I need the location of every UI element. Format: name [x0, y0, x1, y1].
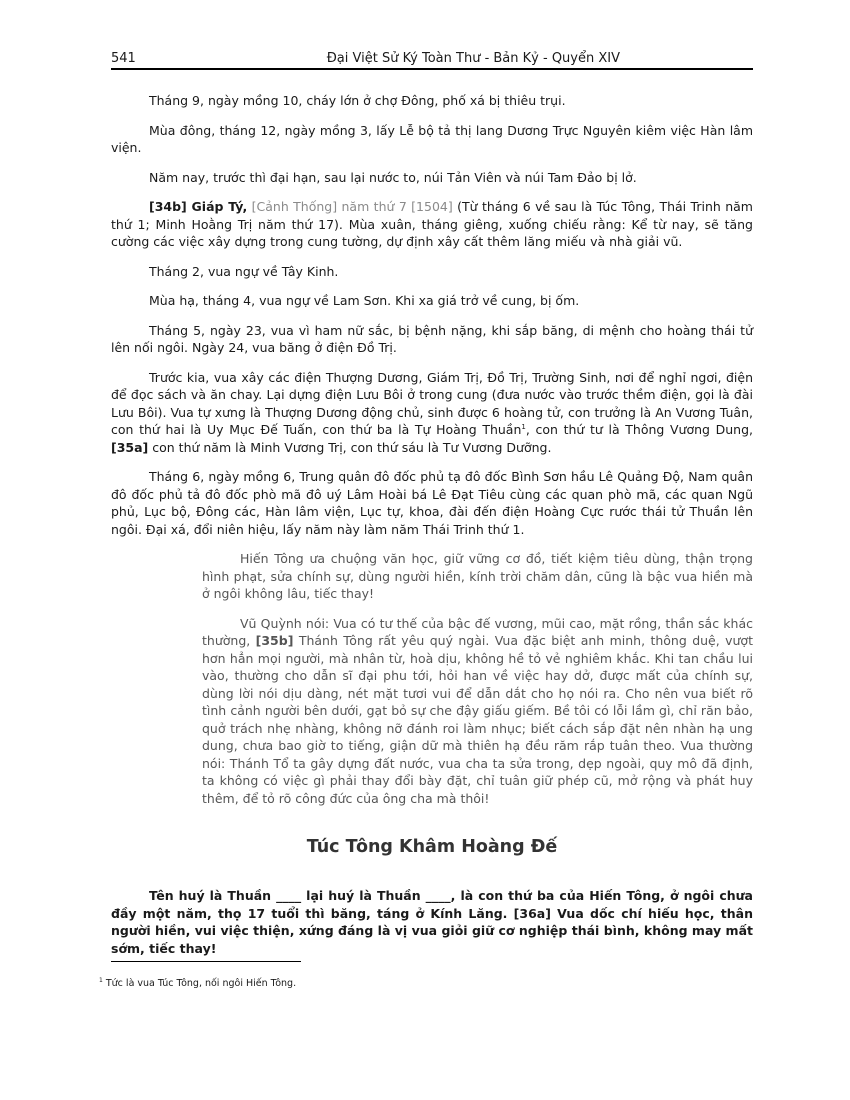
commentary-paragraph: Hiến Tông ưa chuộng văn học, giữ vững cơ đồ, tiết kiệm tiêu dùng, thận trọng hình phạt, sửa chính sự, dùng người hiền, kính trời chăm dân, cũng là bậc vua hiền mà ở ngôi không lâu, tiếc thay!	[202, 551, 753, 601]
header-rule	[111, 68, 753, 70]
footnote-text: Tức là vua Túc Tông, nối ngôi Hiến Tông.	[105, 978, 297, 989]
footnote-number: 1	[99, 976, 103, 984]
folio-marker: [35b]	[255, 633, 294, 648]
folio-marker: [35a]	[111, 439, 149, 455]
paragraph: Mùa hạ, tháng 4, vua ngự về Lam Sơn. Khi xa giá trở về cung, bị ốm.	[149, 293, 580, 308]
footnote-ref[interactable]: 1	[521, 422, 526, 431]
footnote	[99, 978, 296, 989]
commentary-text: Vũ Quỳnh nói: Vua có tư thế của bậc đế vương, mũi cao, mặt rồng, thần sắc khác thường,	[202, 615, 753, 648]
paragraph: Mùa đông, tháng 12, ngày mồng 3, lấy Lễ bộ tả thị lang Dương Trực Nguyên kiêm việc Hàn lâm viện.	[111, 122, 753, 155]
paragraph-giap-ty	[111, 198, 753, 251]
paragraph: Năm nay, trước thì đại hạn, sau lại nước to, núi Tản Viên và núi Tam Đảo bị lở.	[149, 169, 637, 185]
paragraph: Tháng 9, ngày mồng 10, cháy lớn ở chợ Đông, phố xá bị thiêu trụi.	[149, 93, 566, 108]
commentary-text: Thánh Tông rất yêu quý ngài. Vua đặc biệt anh minh, thông duệ, vượt hơn hẳn mọi người, mà nhân từ, hoà dịu, không hề tỏ vẻ nghiêm khắc. Khi tan chầu lui vào, thường cho dẫn sĩ đại phu tới, hỏi han về việc hay dở, được mất của chính sự, dùng lời nói dịu dàng, nét mặt tươi vui để dẫn dắt cho họ nói ra. Cho nên vua biết rõ tình cảnh người bên dưới, gạt bỏ sự che đậy giấu giếm. Bề tôi có lỗi lầm gì, chỉ răn bảo, quở trách nhẹ nhàng, không nỡ đánh roi làm nhục; biết cách sắp đặt nên nhàn hạ ung dung, chưa bao giờ to tiếng, giận dữ mà thiên hạ đều răm rắp tuân theo. Vua thường nói: Thánh Tổ ta gây dựng đất nước, vua cha ta sửa trong, dẹp ngoài, quy mô đã định, ta không có việc gì phải thay đổi bày đặt, chỉ tuân giữ phép cũ, mở rộng và phát huy thêm, để tỏ rõ công đức của ông cha mà thôi!	[202, 633, 753, 806]
bold-paragraph: Tên huý là Thuần ____ lại huý là Thuần ____, là con thứ ba của Hiến Tông, ở ngôi chưa đầy một năm, thọ 17 tuổi thì băng, táng ở Kính Lăng. [36a] Vua dốc chí hiếu học, thân người hiền, vui việc thiện, xứng đáng là vị vua giỏi giữ cơ nghiệp thái bình, không may mất sớm, tiếc thay!	[111, 888, 753, 956]
page-number: 541	[111, 51, 136, 66]
paragraph-text: (Từ tháng 6 về sau là Túc Tông, Thái Trinh năm thứ 1; Minh Hoằng Trị năm thứ 17). Mùa xuân, tháng giêng, xuống chiếu rằng: Kể từ nay, sẽ tăng cường các việc xây dựng trong cung tường, dự định xây cất thêm lăng miếu và nhà giải vũ.	[111, 199, 753, 249]
commentary-paragraph	[202, 615, 753, 808]
paragraph-text: con thứ năm là Minh Vương Trị, con thứ sáu là Tư Vương Dưỡng.	[152, 439, 552, 455]
paragraph-palaces	[111, 369, 753, 457]
paragraph: Tháng 6, ngày mồng 6, Trung quân đô đốc phủ tạ đô đốc Bình Sơn hầu Lê Quảng Độ, Nam quân đô đốc phủ tả đô đốc phò mã đô uý Lâm Hoài bá Lê Đạt Tiêu cùng các quan phò mã, các quan Ngũ phủ, Lục bộ, Đông các, Hàn lâm viện, Lục tự, khoa, đài đến điện Hoàng Cực rước thái tử Thuần lên ngôi. Đại xá, đổi niên hiệu, lấy năm này làm năm Thái Trinh thứ 1.	[111, 469, 753, 537]
footnote-rule	[111, 961, 301, 962]
paragraph: Tháng 5, ngày 23, vua vì ham nữ sắc, bị bệnh nặng, khi sắp băng, di mệnh cho hoàng thái tử lên nối ngôi. Ngày 24, vua băng ở điện Đồ Trị.	[111, 322, 753, 355]
paragraph-text: Trước kia, vua xây các điện Thượng Dương, Giám Trị, Đồ Trị, Trường Sinh, nơi để nghỉ ngơi, điện để đọc sách và ăn chay. Lại dựng điện Lưu Bôi ở trong cung (đưa nước vào trước thềm điện, gọi là đài Lưu Bôi). Vua tự xưng là Thượng Dương động chủ, sinh được 6 hoàng tử, con trưởng là An Vương Tuân, con thứ hai là Uy Mục Đế Tuấn, con thứ ba là Tự Hoàng Thuần	[111, 369, 753, 437]
gray-annotation: [Cảnh Thống] năm thứ 7 [1504]	[251, 199, 453, 214]
chapter-title: Túc Tông Khâm Hoàng Đế	[306, 837, 558, 857]
paragraph-text: , con thứ tư là Thông Vương Dung,	[525, 422, 753, 437]
body-text	[111, 92, 753, 969]
folio-marker: [34b] Giáp Tý,	[149, 199, 248, 214]
paragraph: Tháng 2, vua ngự về Tây Kinh.	[149, 263, 339, 279]
running-title: Đại Việt Sử Ký Toàn Thư - Bản Kỷ - Quyển XIV	[326, 51, 620, 66]
page-header	[111, 51, 753, 69]
